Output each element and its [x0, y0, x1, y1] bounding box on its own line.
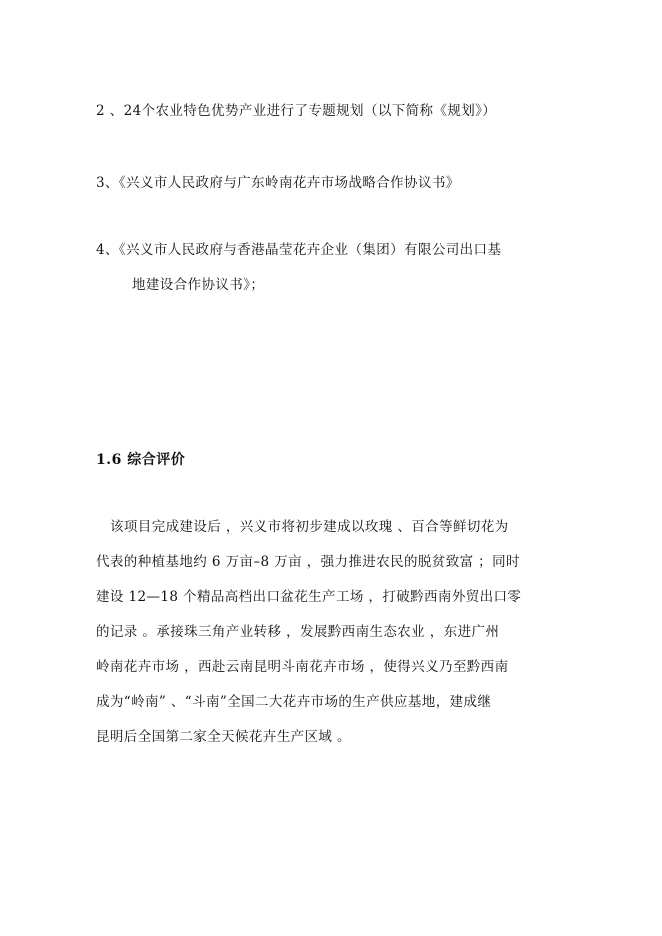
paragraph-line-1: 该项目完成建设后 ，兴义市将初步建成以玫瑰 、百合等鲜切花为 — [110, 519, 509, 535]
paragraph-line-5: 岭南花卉市场 ，西赴云南昆明斗南花卉市场 ，使得兴义乃至黔西南 — [96, 659, 509, 675]
list-item-2: 2 、24个农业特色优势产业进行了专题规划（以下简称《规划》） — [96, 103, 497, 119]
paragraph-line-2: 代表的种植基地约 6 万亩–8 万亩 ，强力推进农民的脱贫致富 ；同时 — [96, 554, 520, 570]
paragraph-line-3: 建设 12—18 个精品高档出口盆花生产工场 ，打破黔西南外贸出口零 — [96, 589, 522, 605]
paragraph-line-4: 的记录 。承接珠三角产业转移 ，发展黔西南生态农业 ，东进广州 — [96, 624, 500, 640]
paragraph-line-6: 成为“岭南” 、“斗南”全国二大花卉市场的生产供应基地，建成继 — [96, 694, 492, 710]
paragraph-line-7: 昆明后全国第二家全天候花卉生产区域 。 — [96, 729, 351, 745]
list-item-4: 4、《兴义市人民政府与香港晶莹花卉企业（集团）有限公司出口基 — [96, 242, 502, 258]
list-item-3: 3、《兴义市人民政府与广东岭南花卉市场战略合作协议书》 — [96, 175, 460, 191]
list-item-4-continuation: 地建设合作协议书》； — [132, 277, 265, 293]
section-heading: 1.6 综合评价 — [96, 452, 186, 468]
